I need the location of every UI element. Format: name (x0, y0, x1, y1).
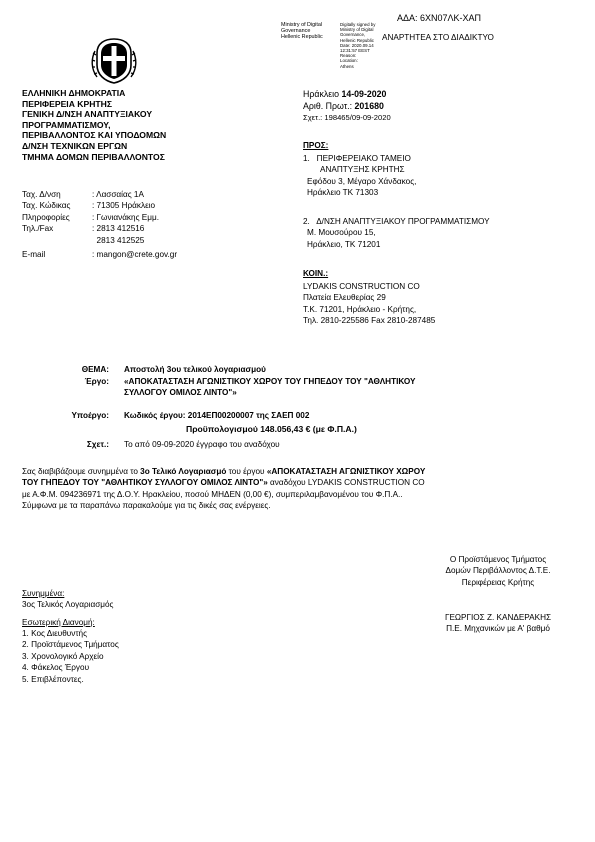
recipients-title: ΠΡΟΣ: (303, 141, 329, 150)
signature-role: Ο Προϊστάμενος Τμήματος Δομών Περιβάλλοντος Δ.Τ.Ε. Περιφέρειας Κρήτης (445, 555, 551, 587)
recipient-2: 2. Δ/ΝΣΗ ΑΝΑΠΤΥΞΙΑΚΟΥ ΠΡΟΓΡΑΜΜΑΤΙΣΜΟΥ Μ. Μουσούρου 15, Ηράκλειο, ΤΚ 71201 (303, 217, 490, 249)
internal-distribution-title: Εσωτερική Διανομή: (22, 618, 95, 627)
list-item: 5. Επιβλέποντες. (22, 674, 84, 684)
project-title-line1: «ΑΠΟΚΑΤΑΣΤΑΣΗ ΑΓΩΝΙΣΤΙΚΟΥ ΧΩΡΟΥ ΤΟΥ ΓΗΠΕΔΟΥ ΤΟΥ "ΑΘΛΗΤΙΚΟΥ (124, 377, 416, 386)
contact-details (22, 189, 177, 260)
posted-online-note: ΑΝΑΡΤΗΤΕΑ ΣΤΟ ΔΙΑΔΙΚΤΥΟ (382, 33, 494, 42)
signature-line: Ministry of Digital (340, 27, 374, 33)
list-item: 1. Κος Διευθυντής (22, 629, 88, 638)
related-reference: Σχετ.: 198465/09-09-2020 (303, 113, 391, 122)
body-paragraph: Σας διαβιβάζουμε συνημμένα το 3ο Τελικό Λογαριασμό του έργου «ΑΠΟΚΑΤΑΣΤΑΣΗ ΑΓΩΝΙΣΤΙΚΟΥ ΧΩΡΟΥ ΤΟΥ ΓΗΠΕΔΟΥ ΤΟΥ "ΑΘΛΗΤΙΚΟΥ ΣΥΛΛΟΓΟΥ ΟΜΙΛΟΣ ΛΙΝΤΟ"» αναδόχου LYDAKIS CONSTRUCTION CO με Α.Φ.Μ. 094236971 της Δ.Ο.Υ. Ηρακλείου, ποσού ΜΗΔΕΝ (0,00 €), συμπεριλαμβανομένου του Φ.Π.Α.. Σύμφωνα με τα παραπάνω παρακαλούμε για τις δικές σας ενέργειες. (22, 467, 426, 511)
subject-value: Αποστολή 3ου τελικού λογαριασμού (124, 365, 266, 374)
project-label: Έργο: (84, 377, 109, 386)
subproject-code: Κωδικός έργου: 2014ΕΠ00200007 της ΣΑΕΠ 002 (124, 411, 310, 420)
signature-line: 12:31:57 EEST (340, 48, 370, 54)
digital-gov-line: Governance (281, 28, 311, 34)
attachment-item: 3ος Τελικός Λογαριασμός (22, 600, 114, 609)
contact-row: Ταχ. Δ/νση : Λασσαίας 1Α (22, 190, 144, 199)
greek-coat-of-arms-icon (91, 37, 137, 85)
subject-label: ΘΕΜΑ: (81, 365, 109, 374)
document-date: Ηράκλειο 14-09-2020 (303, 89, 387, 99)
list-item: 3. Χρονολογικό Αρχείο (22, 651, 104, 661)
signature-name: ΓΕΩΡΓΙΟΣ Ζ. ΚΑΝΔΕΡΑΚΗΣ Π.Ε. Μηχανικών με Α' βαθμό (444, 613, 552, 634)
signature-line: Digitally signed by (340, 22, 376, 27)
signature-line: Reason: (340, 53, 357, 59)
cc-recipient: LYDAKIS CONSTRUCTION CO Πλατεία Ελευθερίας 29 Τ.Κ. 71201, Ηράκλειο - Κρήτης, Τηλ. 2810-225586 Fax 2810-287485 (303, 282, 436, 326)
budget-amount: Προϋπολογισμού 148.056,43 € (με Φ.Π.Α.) (186, 424, 357, 434)
ada-code: ΑΔΑ: 6ΧΝ07ΛΚ-ΧΑΠ (397, 13, 482, 23)
digital-gov-block (281, 22, 323, 40)
project-title-line2: ΣΥΛΛΟΓΟΥ ΟΜΙΛΟΣ ΛΙΝΤΟ"» (124, 388, 237, 397)
contact-row: Ταχ. Κώδικας : 71305 Ηράκλειο (22, 201, 156, 211)
list-item: 4. Φάκελος Έργου (22, 663, 90, 673)
related-value: Το από 09-09-2020 έγγραφο του αναδόχου (124, 440, 280, 449)
list-item: 2. Προϊστάμενος Τμήματος (22, 640, 119, 650)
contact-row: 2813 412525 (92, 235, 145, 245)
authority-line: ΓΕΝΙΚΗ Δ/ΝΣΗ ΑΝΑΠΤΥΞΙΑΚΟΥ (22, 109, 153, 120)
digital-gov-line: Hellenic Republic (281, 34, 323, 40)
recipient-1: 1. ΠΕΡΙΦΕΡΕΙΑΚΟ ΤΑΜΕΙΟ ΑΝΑΠΤΥΞΗΣ ΚΡΗΤΗΣ Εφόδου 3, Μέγαρο Χάνδακος, Ηράκλειο ΤΚ 71303 (303, 154, 417, 198)
cc-title: ΚΟΙΝ.: (303, 269, 329, 278)
internal-distribution-list (22, 628, 119, 685)
reference-block (303, 88, 391, 123)
authority-line: ΠΕΡΙΦΕΡΕΙΑ ΚΡΗΤΗΣ (22, 98, 113, 109)
authority-line: Δ/ΝΣΗ ΤΕΧΝΙΚΩΝ ΕΡΓΩΝ (22, 140, 128, 151)
authority-line: ΕΛΛΗΝΙΚΗ ΔΗΜΟΚΡΑΤΙΑ (22, 88, 126, 98)
signature-line: Hellenic Republic (340, 37, 374, 43)
attachments-title: Συνημμένα: (22, 589, 65, 598)
signature-line: Date: 2020.09.14 (340, 42, 374, 48)
contact-row: Πληροφορίες : Γωνιανάκης Εμμ. (22, 212, 159, 222)
contact-row: E-mail : mangon@crete.gov.gr (22, 250, 178, 260)
digital-gov-line: Ministry of Digital (281, 22, 323, 28)
signature-line: Location: (340, 58, 358, 64)
signature-line: Athens (340, 63, 354, 69)
signature-line: Governance, (340, 32, 366, 38)
authority-header (22, 88, 166, 162)
protocol-number: Αριθ. Πρωτ.: 201680 (303, 101, 384, 111)
authority-line: ΠΕΡΙΒΑΛΛΟΝΤΟΣ ΚΑΙ ΥΠΟΔΟΜΩΝ (22, 130, 167, 141)
related-label: Σχετ.: (86, 440, 109, 449)
authority-line: ΠΡΟΓΡΑΜΜΑΤΙΣΜΟΥ, (22, 119, 111, 130)
contact-row: Τηλ./Fax : 2813 412516 (22, 224, 145, 234)
subproject-label: Υποέργο: (71, 411, 109, 420)
authority-line: ΤΜΗΜΑ ΔΟΜΩΝ ΠΕΡΙΒΑΛΛΟΝΤΟΣ (22, 151, 165, 162)
digital-signature-block (340, 22, 375, 69)
